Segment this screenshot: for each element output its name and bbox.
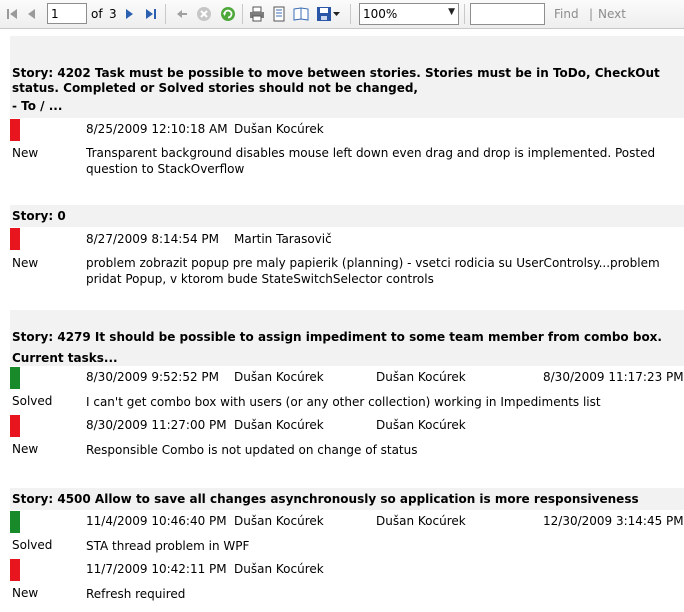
toolbar-separator [350, 4, 351, 24]
task-author: Dušan Kocúrek [234, 370, 324, 384]
toolbar-separator [242, 4, 243, 24]
story-title: Story: 4500 Allow to save all changes asynchronously so application is more responsiveness [12, 492, 639, 506]
task-created: 8/25/2009 12:10:18 AM [86, 122, 228, 136]
task-status: New [12, 442, 39, 456]
first-page-icon[interactable] [3, 5, 21, 23]
find-link[interactable]: Find [554, 7, 579, 21]
task-status: New [12, 586, 39, 600]
find-separator: | [589, 7, 594, 21]
story-header [10, 36, 684, 118]
task-status: Solved [12, 394, 53, 408]
task-description: I can't get combo box with users (or any other collection) working in Impediments list [86, 395, 601, 409]
task-created: 11/4/2009 10:46:40 PM [86, 514, 227, 528]
find-input[interactable] [470, 3, 545, 25]
task-resolved: 12/30/2009 3:14:45 PM [543, 514, 684, 528]
report-body [0, 30, 684, 612]
task-description: STA thread problem in WPF [86, 539, 250, 553]
story-title: Story: 4279 It should be possible to assign impediment to some team member from combo box. [12, 330, 662, 344]
task-author: Martin Tarasovič [234, 232, 332, 246]
last-page-icon[interactable] [142, 5, 160, 23]
story-title: Story: 0 [12, 209, 66, 223]
status-indicator [10, 415, 20, 437]
task-author: Dušan Kocúrek [234, 514, 324, 528]
task-status: Solved [12, 538, 53, 552]
story-description: - To / ... [12, 99, 63, 113]
task-resolver: Dušan Kocúrek [376, 514, 466, 528]
report-toolbar [0, 0, 684, 29]
task-description: Transparent background disables mouse left down even drag and drop is implemented. Posted question to StackOverflow [86, 146, 656, 176]
print-layout-icon[interactable] [270, 5, 288, 23]
task-status: New [12, 256, 39, 270]
task-description: Refresh required [86, 587, 186, 601]
status-indicator [10, 119, 20, 141]
zoom-select[interactable] [359, 3, 459, 25]
task-created: 8/30/2009 11:27:00 PM [86, 418, 227, 432]
prev-page-icon[interactable] [23, 5, 41, 23]
page-of-label: of [91, 7, 103, 21]
zoom-value: 100% [363, 7, 398, 21]
status-indicator [10, 228, 20, 250]
task-status: New [12, 146, 39, 160]
status-indicator [10, 559, 20, 581]
task-author: Dušan Kocúrek [234, 418, 324, 432]
story-title: Story: 4202 Task must be possible to move between stories. Stories must be in ToDo, CheckOut status. Completed or Solved stories should not be changed, [12, 66, 660, 95]
page-setup-icon[interactable] [292, 5, 310, 23]
page-number-input[interactable] [47, 3, 87, 24]
story-header [10, 205, 684, 227]
task-resolved: 8/30/2009 11:17:23 PM [543, 370, 684, 384]
task-description: Responsible Combo is not updated on change of status [86, 443, 418, 457]
story-header [10, 488, 684, 510]
toolbar-separator [464, 4, 465, 24]
task-created: 8/30/2009 9:52:52 PM [86, 370, 220, 384]
find-next-link[interactable]: Next [598, 7, 626, 21]
status-indicator [10, 511, 20, 533]
refresh-icon[interactable] [219, 5, 237, 23]
stop-icon[interactable] [195, 5, 213, 23]
task-author: Dušan Kocúrek [234, 562, 324, 576]
task-created: 8/27/2009 8:14:54 PM [86, 232, 220, 246]
task-resolver: Dušan Kocúrek [376, 418, 466, 432]
back-icon[interactable] [173, 5, 191, 23]
task-author: Dušan Kocúrek [234, 122, 324, 136]
story-header [10, 310, 684, 366]
chevron-down-icon: ▼ [448, 7, 455, 17]
status-indicator [10, 367, 20, 389]
print-icon[interactable] [248, 5, 266, 23]
toolbar-separator [165, 4, 166, 24]
page-total: 3 [109, 7, 117, 21]
task-description: problem zobrazit popup pre maly papierik (planning) - vsetci rodicia su UserControlsy...problem pridat Popup, v ktorom bude StateSwitchSelector controls [86, 256, 660, 286]
story-description: Current tasks... [12, 351, 118, 365]
next-page-icon[interactable] [120, 5, 138, 23]
task-created: 11/7/2009 10:42:11 PM [86, 562, 227, 576]
task-resolver: Dušan Kocúrek [376, 370, 466, 384]
chevron-down-icon[interactable] [331, 5, 341, 23]
